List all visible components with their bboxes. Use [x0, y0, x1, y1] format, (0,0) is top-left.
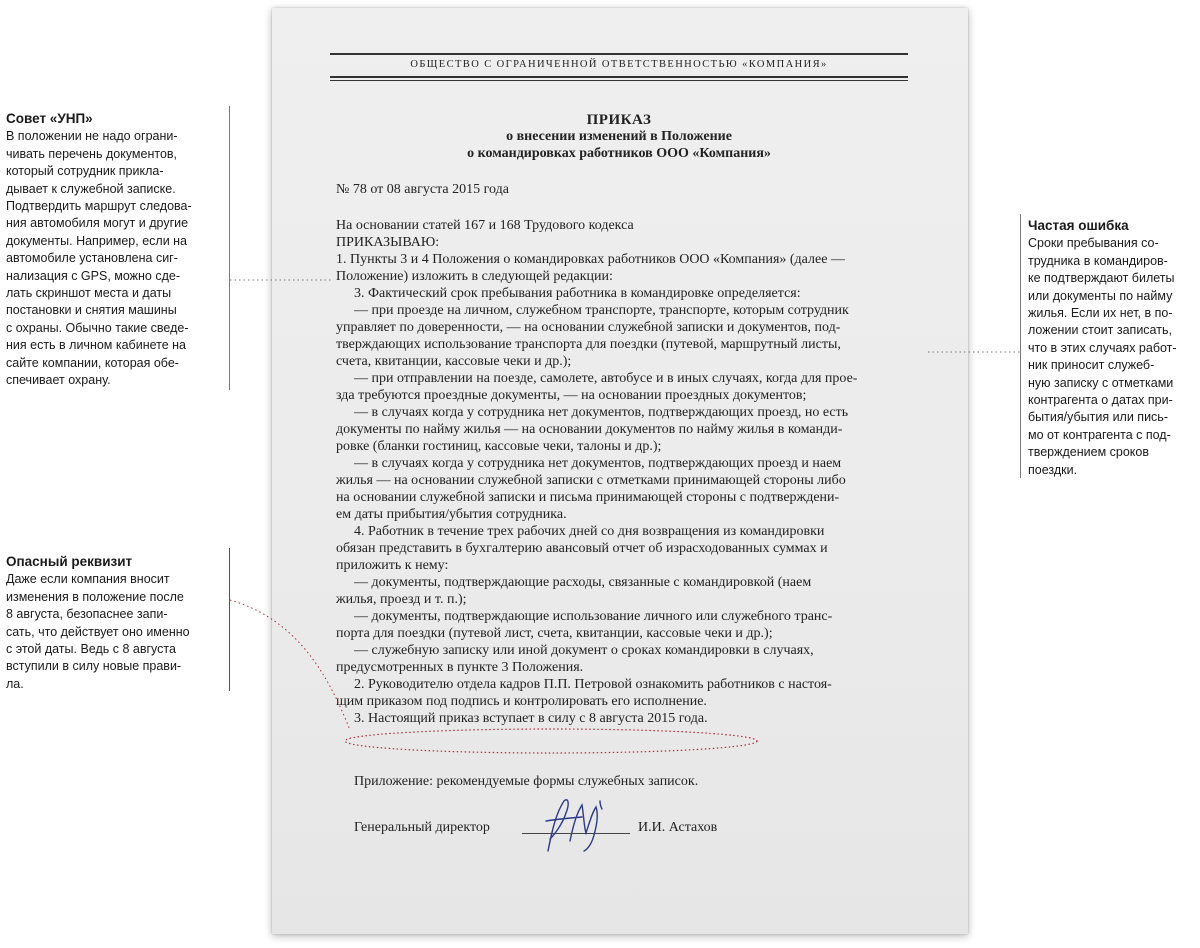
- body-line: 3. Фактический срок пребывания работника в командировке определяется:: [354, 286, 801, 301]
- handwritten-signature: [534, 791, 614, 861]
- body-line: — документы, подтверждающие использование личного или служебного транс-: [354, 609, 833, 624]
- tip-note: [6, 110, 228, 390]
- body-line: — в случаях когда у сотрудника нет документов, подтверждающих проезд и наем: [354, 456, 842, 471]
- body-line: 3. Настоящий приказ вступает в силу с 8 августа 2015 года.: [354, 711, 708, 726]
- signer-name: И.И. Астахов: [638, 820, 718, 835]
- body-line: счета, квитанции, кассовые чеки и др.);: [336, 354, 572, 369]
- body-line: — при отправлении на поезде, самолете, автобусе и в иных случаях, когда для прое-: [354, 371, 858, 386]
- tip-note-divider: [229, 106, 230, 390]
- mistake-note-title: Частая ошибка: [1028, 218, 1129, 233]
- header-rule-double-thin: [330, 80, 908, 81]
- body-line: — документы, подтверждающие расходы, связанные с командировкой (наем: [354, 575, 812, 590]
- body-line: ем даты прибытия/убытия сотрудника.: [336, 507, 567, 522]
- danger-note-title: Опасный реквизит: [6, 554, 133, 569]
- body-line: документы по найму жилья — на основании документов по найму жилья в команди-: [336, 422, 843, 437]
- body-line: 4. Работник в течение трех рабочих дней со дня возвращения из командировки: [354, 524, 825, 539]
- danger-note-body: Даже если компания вносит изменения в положение после 8 августа, безопаснее запи- сать, что действует оно именно с этой даты. Ведь с 8 августа вступили в силу новые прави- ла.: [6, 572, 190, 691]
- order-document: [272, 8, 968, 934]
- body-line: — при проезде на личном, служебном транспорте, транспорте, которым сотрудник: [354, 303, 849, 318]
- body-line: порта для поездки (путевой лист, счета, квитанции, кассовые чеки и др.);: [336, 626, 773, 641]
- mistake-note-body: Сроки пребывания со- трудника в командиров- ке подтверждают билеты или документы по найму жилья. Если их нет, в по- ложении стоит записать, что в этих случаях работ- ник приносит служеб- ную записку с отметками контрагента о датах при- бытия/убытия или пись- мо от контрагента с под- тверждением сроков поездки.: [1028, 236, 1177, 477]
- body-line: Положение) изложить в следующей редакции:: [336, 269, 613, 284]
- mistake-note: [1028, 217, 1198, 479]
- body-line: 2. Руководителю отдела кадров П.П. Петровой ознакомить работников с настоя-: [354, 677, 832, 692]
- org-name: ОБЩЕСТВО С ОГРАНИЧЕННОЙ ОТВЕТСТВЕННОСТЬЮ «КОМПАНИЯ»: [410, 59, 828, 70]
- body-line: тверждающих использование транспорта для поездки (путевой, маршрутный листы,: [336, 337, 841, 352]
- body-line: 1. Пункты 3 и 4 Положения о командировках работников ООО «Компания» (далее —: [336, 252, 845, 267]
- danger-note-divider: [229, 548, 230, 691]
- body-line: жилья, проезд и т. п.);: [336, 592, 467, 607]
- appendix-line: Приложение: рекомендуемые формы служебных записок.: [354, 774, 699, 789]
- danger-note: [6, 553, 228, 693]
- body-line: ровке (бланки гостиниц, кассовые чеки, талоны и др.);: [336, 439, 662, 454]
- tip-note-title: Совет «УНП»: [6, 111, 93, 126]
- body-line: — в случаях когда у сотрудника нет документов, подтверждающих проезд, но есть: [354, 405, 849, 420]
- order-number-date: № 78 от 08 августа 2015 года: [336, 182, 509, 197]
- body-line: — служебную записку или иной документ о сроках командировки в случаях,: [354, 643, 814, 658]
- tip-note-body: В положении не надо ограни- чивать перечень документов, который сотрудник прикла- дывает к служебной записке. Подтвердить маршрут следова- ния автомобиля могут и другие документы. Например, если на автомобиле установлена сиг- нализация с GPS, можно сде- лать скриншот места и даты постановки и снятия машины с охраны. Обычно такие сведе- ния есть в личном кабинете на сайте компании, которая обе- спечивает охрану.: [6, 129, 192, 388]
- body-line: обязан представить в бухгалтерию авансовый отчет об израсходованных суммах и: [336, 541, 828, 556]
- header-rule-double: [330, 76, 908, 78]
- body-line: зда требуются проездные документы, — на основании проездных документов;: [336, 388, 807, 403]
- body-line: на основании служебной записки и письма принимающей стороны с подтверждени-: [336, 490, 840, 505]
- document-subtitle-2: о командировках работников ООО «Компания»: [467, 146, 771, 161]
- signer-title: Генеральный директор: [354, 820, 490, 835]
- mistake-note-divider: [1020, 214, 1021, 478]
- body-line: На основании статей 167 и 168 Трудового кодекса: [336, 218, 634, 233]
- body-line: жилья — на основании служебной записки с отметками принимающей стороны либо: [336, 473, 846, 488]
- document-title: ПРИКАЗ: [586, 112, 652, 128]
- body-line: предусмотренных в пункте 3 Положения.: [336, 660, 584, 675]
- document-subtitle-1: о внесении изменений в Положение: [506, 129, 732, 144]
- body-line: управляет по доверенности, — на основании служебной записки и документов, под-: [336, 320, 841, 335]
- body-line: щим приказом под подпись и контролировать его исполнение.: [336, 694, 707, 709]
- header-rule: [330, 53, 908, 55]
- body-line: ПРИКАЗЫВАЮ:: [336, 235, 440, 250]
- body-line: приложить к нему:: [336, 558, 449, 573]
